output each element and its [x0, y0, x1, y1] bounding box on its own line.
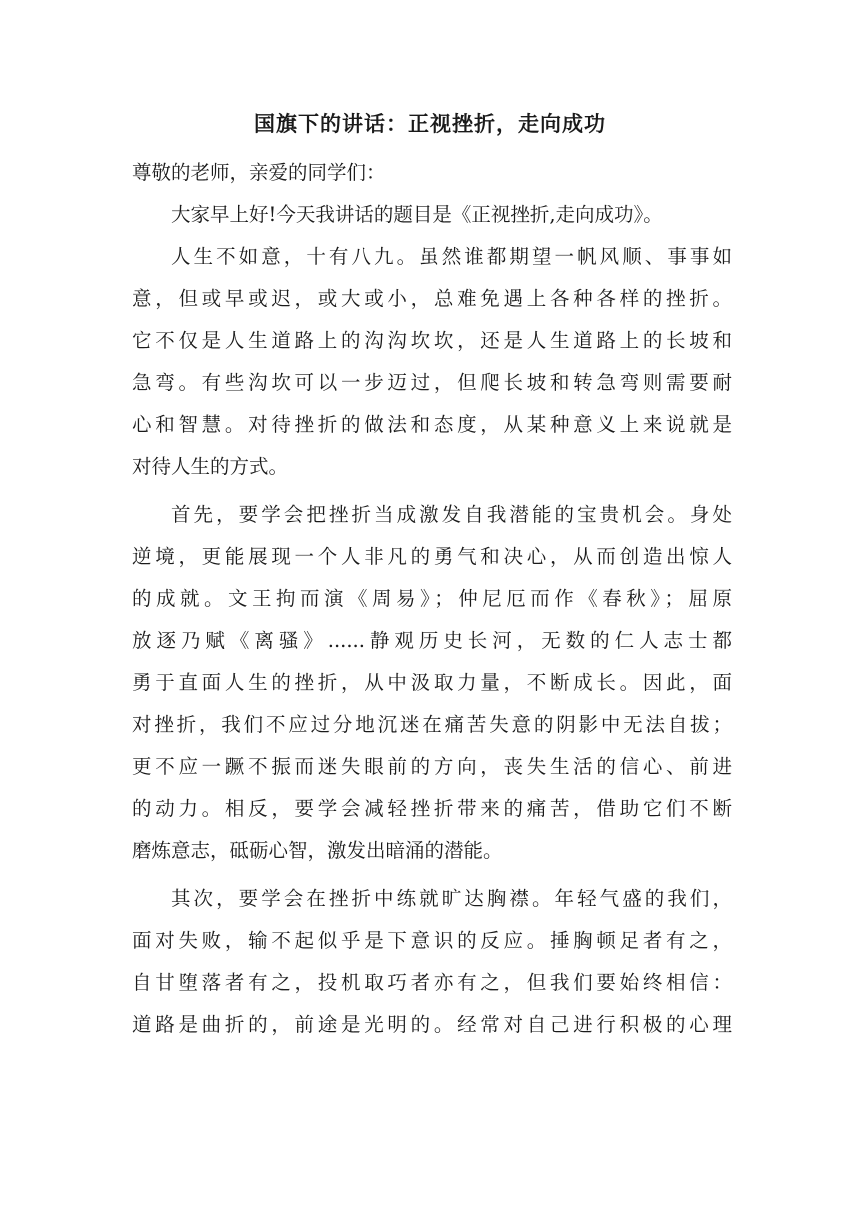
- paragraph-2-line: 首先，要学会把挫折当成激发自我潜能的宝贵机会。身处: [171, 503, 732, 526]
- paragraph-2-line: 更不应一蹶不振而迷失眼前的方向，丧失生活的信心、前进: [132, 755, 732, 778]
- paragraph-2-line: 磨炼意志，砥砺心智，激发出暗涌的潜能。: [132, 839, 503, 862]
- paragraph-3-line: 道路是曲折的，前途是光明的。经常对自己进行积极的心理: [132, 1013, 732, 1036]
- paragraph-1-line: 人生不如意，十有八九。虽然谁都期望一帆风顺、事事如: [171, 245, 732, 268]
- paragraph-2-line: 逆境，更能展现一个人非凡的勇气和决心，从而创造出惊人: [132, 545, 732, 568]
- document-title: 国旗下的讲话：正视挫折，走向成功: [254, 111, 606, 136]
- paragraph-2-line: 对挫折，我们不应过分地沉迷在痛苦失意的阴影中无法自拔；: [132, 713, 732, 736]
- greeting-line: 大家早上好!今天我讲话的题目是《正视挫折,走向成功》。: [171, 203, 663, 226]
- paragraph-3-line: 自甘堕落者有之，投机取巧者亦有之，但我们要始终相信：: [132, 971, 732, 994]
- paragraph-1-line: 它不仅是人生道路上的沟沟坎坎，还是人生道路上的长坡和: [132, 329, 732, 352]
- paragraph-1-line: 对待人生的方式。: [132, 455, 289, 478]
- paragraph-2-line: 的动力。相反，要学会减轻挫折带来的痛苦，借助它们不断: [132, 797, 732, 820]
- salutation-line: 尊敬的老师，亲爱的同学们：: [132, 161, 386, 184]
- paragraph-2-line: 放逐乃赋《离骚》......静观历史长河，无数的仁人志士都: [132, 629, 732, 652]
- paragraph-3-line: 面对失败，输不起似乎是下意识的反应。捶胸顿足者有之，: [132, 929, 732, 952]
- document-body: [132, 152, 732, 1046]
- paragraph-2-line: 勇于直面人生的挫折，从中汲取力量，不断成长。因此，面: [132, 671, 732, 694]
- paragraph-1-line: 意，但或早或迟，或大或小，总难免遇上各种各样的挫折。: [132, 287, 732, 310]
- paragraph-1-line: 心和智慧。对待挫折的做法和态度，从某种意义上来说就是: [132, 413, 732, 436]
- paragraph-1-line: 急弯。有些沟坎可以一步迈过，但爬长坡和转急弯则需要耐: [132, 371, 732, 394]
- paragraph-2-line: 的成就。文王拘而演《周易》；仲尼厄而作《春秋》；屈原: [132, 587, 732, 610]
- paragraph-3-line: 其次，要学会在挫折中练就旷达胸襟。年轻气盛的我们，: [171, 887, 732, 910]
